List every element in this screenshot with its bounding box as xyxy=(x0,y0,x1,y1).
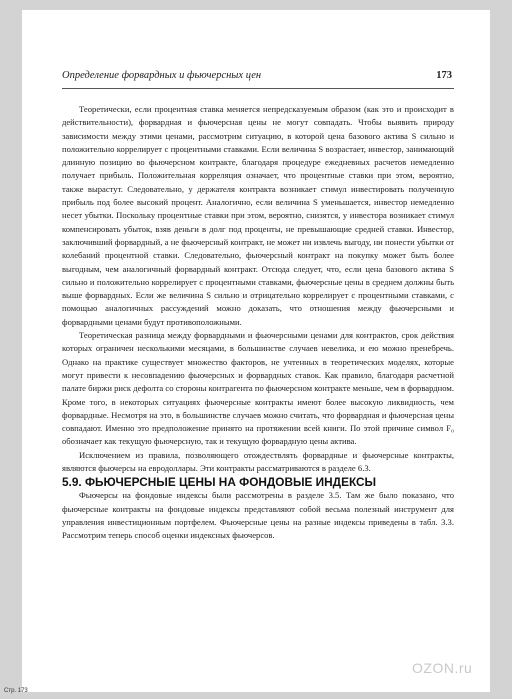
page-number: 173 xyxy=(436,70,452,81)
running-header xyxy=(62,70,452,81)
running-title: Определение форвардных и фьючерсных цен xyxy=(62,70,262,81)
body-text xyxy=(62,103,454,543)
paragraph: Фьючерсы на фондовые индексы были рассмотрены в разделе 3.5. Там же было показано, что фьючерсные контракты на фондовые индексы представляют собой весьма полезный инструмент для управления инвестиционным портфелем. Фьючерсные цены на разные индексы приведены в табл. 3.3. Рассмотрим теперь способ оценки индексных фьючерсов. xyxy=(62,490,454,541)
paragraph: Исключением из правила, позволяющего отождествлять форвардные и фьючерсные контракты, являются фьючерсы на евродоллары. Эти контракты рассматриваются в разделе 6.3. xyxy=(62,449,454,474)
paragraph: Теоретически, если процентная ставка меняется непредсказуемым образом (как это и происходит в действительности), форвардная и фьючерсная цены не могут совпадать. Чтобы выявить природу зависимости между этими ценами, рассмотрим ситуацию, в которой цена базового актива S сильно и положительно коррелирует с процентными ставками. Если величина S возрастает, инвестор, занимающий длинную позицию во фьючерсном контракте, благодаря процедуре ежедневных расчетов немедленно получает прибыль. Положительная корреляция означает, что процентные ставки при этом, вероятно, также вырастут. Следовательно, у держателя контракта возникает стимул инвестировать полученную прибыль под более высокий процент. Аналогично, если величина S уменьшается, инвестор немедленно несет убытки. Поскольку процентные ставки при этом, вероятно, снизятся, у инвестора возникает стимул компенсировать убыток, взяв деньги в долг под проценты, не превышающие средней ставки. Инвестор, заключивший форвардный, а не фьючерсный контракт, не может ни извлечь выгоду, ни понести убытки от колебаний процентной ставки. Следовательно, фьючерсный контракт на покупку может быть более выгодным, чем аналогичный форвардный контракт. Отсюда следует, что, если цена базового актива S сильно и положительно коррелирует с процентными ставками, фьючерсные цены в среднем должны быть выше форвардных. Если же величина S сильно и отрицательно коррелирует с процентными ставками, с помощью аналогичных рассуждений можно доказать, что отношения между фьючерсными и форвардными ценами будут противоположными. xyxy=(62,104,454,327)
book-page xyxy=(22,10,490,692)
section-heading: 5.9. ФЬЮЧЕРСНЫЕ ЦЕНЫ НА ФОНДОВЫЕ ИНДЕКСЫ xyxy=(62,475,377,490)
watermark: OZON.ru xyxy=(412,660,473,676)
header-rule xyxy=(62,88,454,89)
paragraph: Теоретическая разница между форвардными и фьючерсными ценами для контрактов, срок действия которых ограничен несколькими месяцами, в большинстве случаев невелика, и ею можно пренебречь. Однако на практике существует множество факторов, не учтенных в теоретических моделях, которые могут привести к несовпадению фьючерсных и форвардных ставок. Как правило, благодаря расчетной палате биржи риск дефолта со стороны контрагента по фьючерсном контракте меньше, чем в форвардном. Кроме того, в некоторых ситуациях фьючерсные контракты имеют более высокую ликвидность, чем форвардные. Несмотря на это, в большинстве случаев можно считать, что форвардная и фьючерсная цены совпадают. Именно это предположение принято на протяжении всей книги. По этой причине символ F₀ обозначает как текущую фьючерсную, так и текущую форвардную цены актива. xyxy=(62,330,454,447)
page-label: Стр. 173 xyxy=(4,688,28,694)
